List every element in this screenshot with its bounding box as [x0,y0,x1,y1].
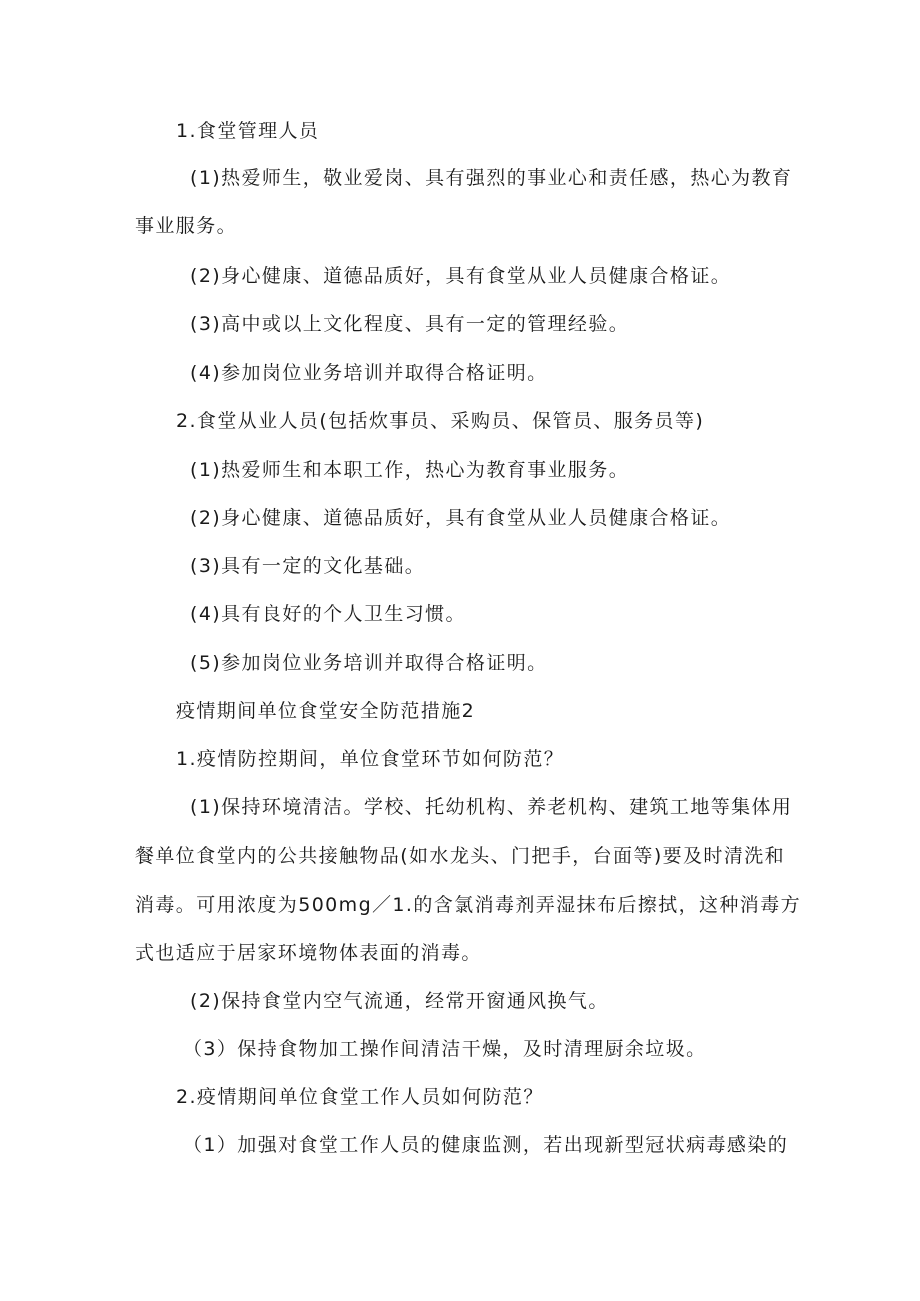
paragraph-line: (3)高中或以上文化程度、具有一定的管理经验。 [190,313,630,335]
paragraph-line: (3)具有一定的文化基础。 [190,555,426,577]
paragraph-line: (1)热爱师生和本职工作，热心为教育事业服务。 [190,459,630,481]
paragraph-line: 消毒。可用浓度为500mg／1.的含氯消毒剂弄湿抹布后擦拭，这种消毒方 [135,894,801,916]
heading-canteen-managers: 1.食堂管理人员 [176,120,320,142]
question-heading: 1.疫情防控期间，单位食堂环节如何防范？ [176,748,565,770]
paragraph-line: (2)身心健康、道德品质好，具有食堂从业人员健康合格证。 [190,507,732,529]
paragraph-line: (1)热爱师生，敬业爱岗、具有强烈的事业心和责任感，热心为教育 [190,167,793,189]
paragraph-line: 餐单位食堂内的公共接触物品(如水龙头、门把手，台面等)要及时清洗和 [135,845,786,867]
paragraph-line: 式也适应于居家环境物体表面的消毒。 [135,942,482,964]
section-title: 疫情期间单位食堂安全防范措施2 [176,700,476,722]
question-heading: 2.疫情期间单位食堂工作人员如何防范？ [176,1086,544,1108]
paragraph-line: (5)参加岗位业务培训并取得合格证明。 [190,652,548,674]
paragraph-line: 事业服务。 [135,215,238,237]
paragraph-line: (4)具有良好的个人卫生习惯。 [190,603,466,625]
paragraph-line: (4)参加岗位业务培训并取得合格证明。 [190,362,548,384]
paragraph-line: （3）保持食物加工操作间清洁干燥，及时清理厨余垃圾。 [183,1038,707,1060]
paragraph-line: (2)保持食堂内空气流通，经常开窗通风换气。 [190,990,609,1012]
paragraph-line: (2)身心健康、道德品质好，具有食堂从业人员健康合格证。 [190,265,732,287]
paragraph-line: (1)保持环境清洁。学校、托幼机构、养老机构、建筑工地等集体用 [190,796,793,818]
paragraph-line: （1）加强对食堂工作人员的健康监测，若出现新型冠状病毒感染的 [183,1134,789,1156]
heading-canteen-staff: 2.食堂从业人员(包括炊事员、采购员、保管员、服务员等) [176,410,705,432]
